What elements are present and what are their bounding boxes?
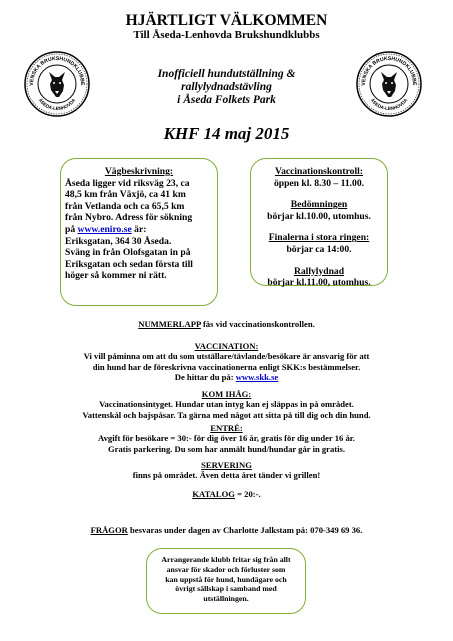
fragor-label: FRÅGOR <box>90 525 128 535</box>
schedule-item-rally <box>254 266 384 289</box>
logo-ring-text-top: VENSKA BRUKSHUNDKLUBBE <box>28 55 86 86</box>
schedule-text: öppen kl. 8.30 – 11.00. <box>273 177 365 189</box>
directions-line: höger så kommer ni rätt. <box>65 270 167 282</box>
vaccination-heading: VACCINATION: <box>194 341 259 351</box>
servering-text: finns på området. Även detta året tänder vi grillen! <box>132 470 321 481</box>
directions-line: Sväng in från Olofsgatan in på <box>65 247 191 259</box>
kom-ihag-section <box>30 389 423 420</box>
page-title: HJÄRTLIGT VÄLKOMMEN <box>125 12 328 29</box>
directions-line: 48,5 km från Växjö, ca 41 km <box>65 189 186 201</box>
schedule-text: börjar ca 14:00. <box>286 243 352 255</box>
entre-line: Gratis parkering. Du som har anmält hund/hundar går in gratis. <box>107 443 346 454</box>
fragor-section <box>30 525 423 535</box>
kom-ihag-line: Vaccinationsintyget. Hundar utan intyg kan ej släppas in på området. <box>99 399 354 410</box>
directions-line: Åseda ligger vid riksväg 23, ca <box>65 177 190 189</box>
katalog-label: KATALOG <box>192 489 235 499</box>
eniro-link[interactable]: www.eniro.se <box>77 223 132 235</box>
entre-line: Avgift för besökare = 30:- för dig över 16 år, gratis för dig under 16 år. <box>98 433 355 444</box>
event-line: rallylydnadstävling <box>181 81 272 93</box>
schedule-heading: Vaccinationskontroll: <box>275 166 363 177</box>
servering-section <box>30 460 423 481</box>
schedule-item-vaccination <box>254 166 384 189</box>
schedule-heading: Rallylydnad <box>293 265 345 277</box>
event-line: Inofficiell hundutställning & <box>157 68 296 80</box>
directions-link-line <box>65 224 213 236</box>
directions-heading: Vägbeskrivning: <box>104 166 174 177</box>
kom-ihag-line: Vattenskål och bajspåsar. Ta gärna med något att sitta på till dig och din hund. <box>82 409 371 420</box>
event-description <box>120 68 333 107</box>
disclaimer-line: övrigt sällskap i samband med <box>175 584 277 594</box>
vaccination-link-line <box>30 372 423 382</box>
schedule-item-finals <box>254 232 384 255</box>
disclaimer-line: ansvar för skador och förluster som <box>166 564 286 574</box>
event-line: i Åseda Folkets Park <box>177 94 276 106</box>
logo-ring-text-top: VENSKA BRUKSHUNDKLUBBE <box>360 55 418 86</box>
directions-line: Eriksgatan och sedan första till <box>65 258 193 270</box>
schedule-item-judging <box>254 199 384 222</box>
club-logo-left <box>23 50 91 118</box>
directions-line: från Vetlanda och ca 65,5 km <box>65 200 185 212</box>
disclaimer-line: kan uppstå för hund, hundägare och <box>165 574 287 584</box>
directions-line: Eriksgatan, 364 30 Åseda. <box>65 235 172 247</box>
directions-link-prefix: på <box>65 223 76 235</box>
katalog-text: = 20:-. <box>237 489 261 499</box>
schedule-text: börjar kl.11.00, utomhus. <box>267 277 371 289</box>
schedule-box <box>250 158 388 289</box>
vaccination-line: Vi vill påminna om att du som utställare/tävlande/besökare är ansvarig för att <box>83 351 370 362</box>
directions-line: från Nybro. Adress för sökning <box>65 212 193 224</box>
vaccination-line: din hund har de föreskrivna vaccinationerna enligt SKK:s bestämmelser. <box>92 361 361 372</box>
nummerlapp-text: fås vid vaccinationskontrollen. <box>202 319 315 329</box>
disclaimer-box <box>146 548 306 614</box>
vaccination-section <box>30 341 423 383</box>
fragor-text: besvaras under dagen av Charlotte Jalkstam på: 070-349 69 36. <box>130 525 363 535</box>
nummerlapp-label: NUMMERLAPP <box>138 319 201 329</box>
schedule-heading: Bedömningen <box>290 199 348 211</box>
schedule-heading: Finalerna i stora ringen: <box>268 232 370 244</box>
club-subtitle: Till Åseda-Lenhovda Brukshundklubbs <box>133 29 320 41</box>
schedule-text: börjar kl.10.00, utomhus. <box>267 210 371 222</box>
directions-link-suffix: är: <box>134 223 147 235</box>
disclaimer-line: Arrangerande klubb fritar sig från allt <box>161 555 291 564</box>
katalog-section <box>30 489 423 499</box>
vaccination-link-prefix: De hittar du på: <box>174 372 234 383</box>
club-logo-right <box>355 50 423 118</box>
kom-ihag-heading: KOM IHÅG: <box>201 389 252 399</box>
directions-box <box>60 158 218 306</box>
disclaimer-line: utställningen. <box>203 594 249 604</box>
entre-section <box>30 423 423 454</box>
servering-heading: SERVERING <box>201 460 252 470</box>
logo-ring-text-bottom: ÅSEDA-LENHOVDA <box>369 97 409 112</box>
entre-heading: ENTRÉ: <box>210 423 243 433</box>
event-date: KHF 14 maj 2015 <box>163 124 290 143</box>
skk-link[interactable]: www.skk.se <box>235 372 279 383</box>
nummerlapp-section <box>30 319 423 329</box>
logo-ring-text-bottom: ÅSEDA-LENHOVDA <box>37 97 77 112</box>
